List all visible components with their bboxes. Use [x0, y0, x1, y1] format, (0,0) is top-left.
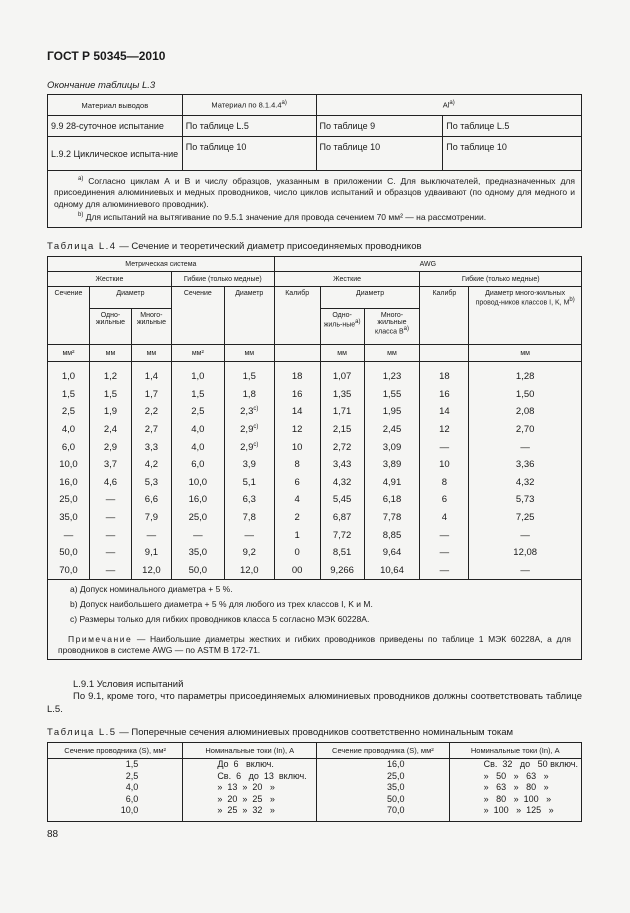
table-l5-bottom: [183, 817, 317, 822]
table-cell: 16,0: [171, 491, 224, 509]
table-l4-note: Примечание — Наибольшие диаметры жестких и гибких проводников приведены по таблице 1 МЭК 60228А, а для проводников в системе AWG — по ASTM В 172-71.: [48, 631, 582, 660]
table-cell: —: [89, 526, 131, 544]
table-cell: 1,5: [171, 386, 224, 404]
table-cell: L.9.2 Циклическое испыта-ние: [48, 137, 183, 171]
table-cell: 1,5: [48, 759, 183, 771]
table-l5-bottom: [48, 817, 183, 822]
table-cell: 1,2: [89, 362, 131, 386]
table-cell: 35,0: [48, 509, 90, 527]
table-cell: 14: [274, 403, 320, 421]
table-cell: 10: [274, 438, 320, 456]
header-metric-system: Метрическая система: [48, 257, 275, 272]
table-row: [48, 562, 582, 580]
table-cell: 9,64: [364, 544, 420, 562]
unit-cell: мм: [89, 345, 131, 362]
table-row: [48, 491, 582, 509]
table-cell: —: [131, 526, 171, 544]
table-row: [48, 438, 582, 456]
table-cell: 18: [420, 362, 469, 386]
table-row: [48, 805, 582, 817]
table-cell: 1,0: [171, 362, 224, 386]
table-cell: 1,28: [469, 362, 582, 386]
table-cell: 70,0: [48, 562, 90, 580]
table-row: [48, 474, 582, 492]
unit-cell: мм: [364, 345, 420, 362]
table-l5-header-current-2: Номинальные токи (In), А: [449, 743, 581, 759]
table-cell: Св. 32 до 50 включ.: [449, 759, 581, 771]
table-row: [48, 403, 582, 421]
table-cell: 9.9 28-суточное испытание: [48, 116, 183, 137]
unit-cell: мм: [320, 345, 364, 362]
header-diameter-multi-classes: Диаметр много-жильных провод-ников классов I, K, Mb): [469, 287, 582, 345]
table-cell: 1,4: [131, 362, 171, 386]
table-cell: 4: [274, 491, 320, 509]
table-cell: » 50 » 63 »: [449, 771, 581, 783]
table-l4-footnote-c: c) Размеры только для гибких проводников класса 5 согласно МЭК 60228А.: [48, 612, 582, 631]
header-rigid: Жесткие: [48, 272, 172, 287]
table-cell: 2,3$^{c)}$: [224, 403, 274, 421]
table-cell: 7,25: [469, 509, 582, 527]
table-cell: 9,266: [320, 562, 364, 580]
table-row: [48, 771, 582, 783]
table-cell: 1,71: [320, 403, 364, 421]
table-l3-header-al: Al$^{a)}$: [316, 95, 581, 116]
unit-cell: мм: [469, 345, 582, 362]
table-cell: —: [420, 438, 469, 456]
table-cell: » 80 » 100 »: [449, 794, 581, 806]
header-flex-cu-awg: Гибкие (только медные): [420, 272, 582, 287]
table-cell: —: [469, 526, 582, 544]
table-l4-footnote-b: b) Допуск наибольшего диаметра + 5 % для любого из трех классов I, K и M.: [48, 597, 582, 612]
table-cell: 16: [274, 386, 320, 404]
table-l5-header-section: Сечение проводника (S), мм²: [48, 743, 183, 759]
table-cell: 3,36: [469, 456, 582, 474]
table-cell: По таблице 10: [316, 137, 443, 171]
table-cell: 3,9: [224, 456, 274, 474]
table-cell: » 20 » 25 »: [183, 794, 317, 806]
table-cell: 5,3: [131, 474, 171, 492]
table-row: [48, 526, 582, 544]
table-cell: 4,0: [171, 421, 224, 439]
table-cell: —: [89, 544, 131, 562]
table-cell: —: [89, 562, 131, 580]
table-cell: 25,0: [171, 509, 224, 527]
table-cell: 6: [274, 474, 320, 492]
table-cell: 3,89: [364, 456, 420, 474]
table-cell: 4,32: [320, 474, 364, 492]
table-cell: По таблице 10: [443, 137, 582, 171]
table-row: [48, 794, 582, 806]
header-section: Сечение: [48, 287, 90, 345]
unit-cell: мм²: [48, 345, 90, 362]
table-cell: 4,0: [171, 438, 224, 456]
table-cell: » 100 » 125 »: [449, 805, 581, 817]
table-cell: Св. 6 до 13 включ.: [183, 771, 317, 783]
table-cell: 16,0: [48, 474, 90, 492]
table-cell: 2,5: [171, 403, 224, 421]
table-cell: 3,09: [364, 438, 420, 456]
table-cell: 8,85: [364, 526, 420, 544]
table-cell: До 6 включ.: [183, 759, 317, 771]
table-cell: —: [89, 509, 131, 527]
table-l3-header-material: Материал по 8.1.4.4$^{a)}$: [182, 95, 316, 116]
table-cell: —: [171, 526, 224, 544]
table-l5-header-section-2: Сечение проводника (S), мм²: [317, 743, 449, 759]
table-cell: 2,4: [89, 421, 131, 439]
table-cell: 6,0: [48, 794, 183, 806]
table-cell: —: [48, 526, 90, 544]
table-cell: 6: [420, 491, 469, 509]
table-cell: 6,0: [171, 456, 224, 474]
table-cell: 2,9: [89, 438, 131, 456]
table-cell: 4,0: [48, 421, 90, 439]
table-cell: 4,91: [364, 474, 420, 492]
unit-cell: мм: [131, 345, 171, 362]
table-l4-footnote-a: a) Допуск номинального диаметра + 5 %.: [48, 580, 582, 598]
table-cell: —: [420, 562, 469, 580]
table-cell: 2,72: [320, 438, 364, 456]
table-cell: 1,7: [131, 386, 171, 404]
header-rigid-awg: Жесткие: [274, 272, 420, 287]
table-cell: » 25 » 32 »: [183, 805, 317, 817]
table-cell: 12: [274, 421, 320, 439]
table-cell: 1,35: [320, 386, 364, 404]
table-cell: 5,73: [469, 491, 582, 509]
table-cell: 6,6: [131, 491, 171, 509]
table-cell: 2,5: [48, 771, 183, 783]
table-cell: 8: [420, 474, 469, 492]
table-l3: [47, 94, 582, 228]
table-l5-header-current: Номинальные токи (In), А: [183, 743, 317, 759]
table-row: [48, 421, 582, 439]
unit-cell: мм²: [171, 345, 224, 362]
table-cell: 2,5: [48, 403, 90, 421]
table-cell: 9,2: [224, 544, 274, 562]
unit-cell: [274, 345, 320, 362]
table-cell: 8,51: [320, 544, 364, 562]
table-cell: » 63 » 80 »: [449, 782, 581, 794]
table-cell: 7,78: [364, 509, 420, 527]
table-cell: По таблице 9: [316, 116, 443, 137]
table-cell: 2,2: [131, 403, 171, 421]
table-row: [48, 456, 582, 474]
header-multi: Много-жильные: [131, 309, 171, 345]
table-row: [48, 544, 582, 562]
table-cell: —: [469, 438, 582, 456]
table-row: [48, 759, 582, 771]
header-single: Одно-жильные: [89, 309, 131, 345]
table-cell: 12: [420, 421, 469, 439]
header-caliber: Калибр: [274, 287, 320, 345]
table-cell: 2,9$^{c)}$: [224, 438, 274, 456]
table-l4-caption: Таблица L.4 — Сечение и теоретический диаметр присоединяемых проводников: [47, 241, 422, 252]
table-cell: 4: [420, 509, 469, 527]
table-cell: —: [420, 526, 469, 544]
section-l91-title: L.9.1 Условия испытаний: [73, 679, 184, 690]
table-cell: По таблице L.5: [443, 116, 582, 137]
table-cell: 1,23: [364, 362, 420, 386]
table-cell: 1,5: [48, 386, 90, 404]
page-number: 88: [47, 829, 59, 840]
header-diameter-awg: Диаметр: [320, 287, 420, 309]
table-cell: 6,18: [364, 491, 420, 509]
table-cell: » 13 » 20 »: [183, 782, 317, 794]
section-l91-text: По 9.1, кроме того, что параметры присоединяемых алюминиевых проводников должны соответствовать таблице L.5.: [47, 691, 582, 715]
header-diameter-2: Диаметр: [224, 287, 274, 345]
header-flex-cu: Гибкие (только медные): [171, 272, 274, 287]
table-cell: 2,7: [131, 421, 171, 439]
table-cell: 25,0: [48, 491, 90, 509]
table-cell: 10,0: [48, 805, 183, 817]
table-cell: 4,32: [469, 474, 582, 492]
table-cell: По таблице 10: [182, 137, 316, 171]
table-cell: По таблице L.5: [182, 116, 316, 137]
table-cell: —: [420, 544, 469, 562]
table-row: [48, 782, 582, 794]
table-cell: 7,72: [320, 526, 364, 544]
table-cell: 10,64: [364, 562, 420, 580]
table-cell: 50,0: [171, 562, 224, 580]
table-cell: 1,07: [320, 362, 364, 386]
table-cell: 3,7: [89, 456, 131, 474]
table-l4: [47, 256, 582, 660]
table-l5: [47, 742, 582, 822]
table-cell: 1,8: [224, 386, 274, 404]
table-l5-caption: Таблица L.5 — Поперечные сечения алюминиевых проводников соответственно номинальным токам: [47, 727, 514, 738]
table-cell: 1: [274, 526, 320, 544]
table-cell: 10,0: [48, 456, 90, 474]
table-cell: 16: [420, 386, 469, 404]
header-diameter: Диаметр: [89, 287, 171, 309]
table-cell: 2,45: [364, 421, 420, 439]
table-cell: 4,6: [89, 474, 131, 492]
table-cell: —: [89, 491, 131, 509]
table-cell: —: [224, 526, 274, 544]
table-cell: 6,0: [48, 438, 90, 456]
table-cell: 4,2: [131, 456, 171, 474]
table-cell: 8: [274, 456, 320, 474]
table-cell: 35,0: [171, 544, 224, 562]
table-cell: —: [469, 562, 582, 580]
unit-cell: [420, 345, 469, 362]
table-cell: 0: [274, 544, 320, 562]
table-cell: 18: [274, 362, 320, 386]
table-cell: 2: [274, 509, 320, 527]
table-cell: 2,9$^{c)}$: [224, 421, 274, 439]
table-cell: 7,8: [224, 509, 274, 527]
table-cell: 1,50: [469, 386, 582, 404]
table-row: [48, 386, 582, 404]
header-multi-awg: Много-жильные класса Ba): [364, 309, 420, 345]
table-cell: 3,3: [131, 438, 171, 456]
table-cell: 1,0: [48, 362, 90, 386]
table-cell: 9,1: [131, 544, 171, 562]
table-l5-bottom: [317, 817, 449, 822]
table-cell: 00: [274, 562, 320, 580]
header-awg: AWG: [274, 257, 581, 272]
table-cell: 5,45: [320, 491, 364, 509]
table-cell: 14: [420, 403, 469, 421]
table-cell: 12,08: [469, 544, 582, 562]
table-l3-caption: Окончание таблицы L.3: [47, 80, 156, 91]
table-cell: 10,0: [171, 474, 224, 492]
table-cell: 25,0: [317, 771, 449, 783]
table-l5-bottom: [449, 817, 581, 822]
table-cell: 50,0: [48, 544, 90, 562]
table-l3-header-terminals: Материал выводов: [48, 95, 183, 116]
table-cell: 2,70: [469, 421, 582, 439]
unit-cell: мм: [224, 345, 274, 362]
table-cell: 50,0: [317, 794, 449, 806]
table-cell: 16,0: [317, 759, 449, 771]
table-row: [48, 509, 582, 527]
header-single-awg: Одно-жиль-ныеa): [320, 309, 364, 345]
document-header: ГОСТ Р 50345—2010: [47, 49, 166, 63]
table-cell: 1,9: [89, 403, 131, 421]
table-cell: 2,08: [469, 403, 582, 421]
table-cell: 12,0: [224, 562, 274, 580]
table-cell: 10: [420, 456, 469, 474]
table-cell: 1,5: [224, 362, 274, 386]
header-caliber-2: Калибр: [420, 287, 469, 345]
table-cell: 6,87: [320, 509, 364, 527]
table-cell: 1,95: [364, 403, 420, 421]
table-cell: 1,55: [364, 386, 420, 404]
table-cell: 2,15: [320, 421, 364, 439]
table-l3-footnotes: $^{a)}$ Согласно циклам А и В и числу образцов, указанным в приложении С. Для выключателей, предназначенных для присоединения алюминиевых и медных проводников, число циклов испытаний и образцов удваивают (по одному для медного и одному для алюминиевого проводник). $^{b)}$ Для испытаний на вытягивание по 9.5.1 значение для провода сечением 70 мм² — на рассмотрении.: [48, 171, 582, 228]
table-cell: 6,3: [224, 491, 274, 509]
table-row: [48, 362, 582, 386]
table-cell: 70,0: [317, 805, 449, 817]
table-cell: 12,0: [131, 562, 171, 580]
table-cell: 3,43: [320, 456, 364, 474]
header-section-2: Сечение: [171, 287, 224, 345]
table-cell: 4,0: [48, 782, 183, 794]
table-cell: 35,0: [317, 782, 449, 794]
table-cell: 1,5: [89, 386, 131, 404]
table-cell: 7,9: [131, 509, 171, 527]
table-cell: 5,1: [224, 474, 274, 492]
